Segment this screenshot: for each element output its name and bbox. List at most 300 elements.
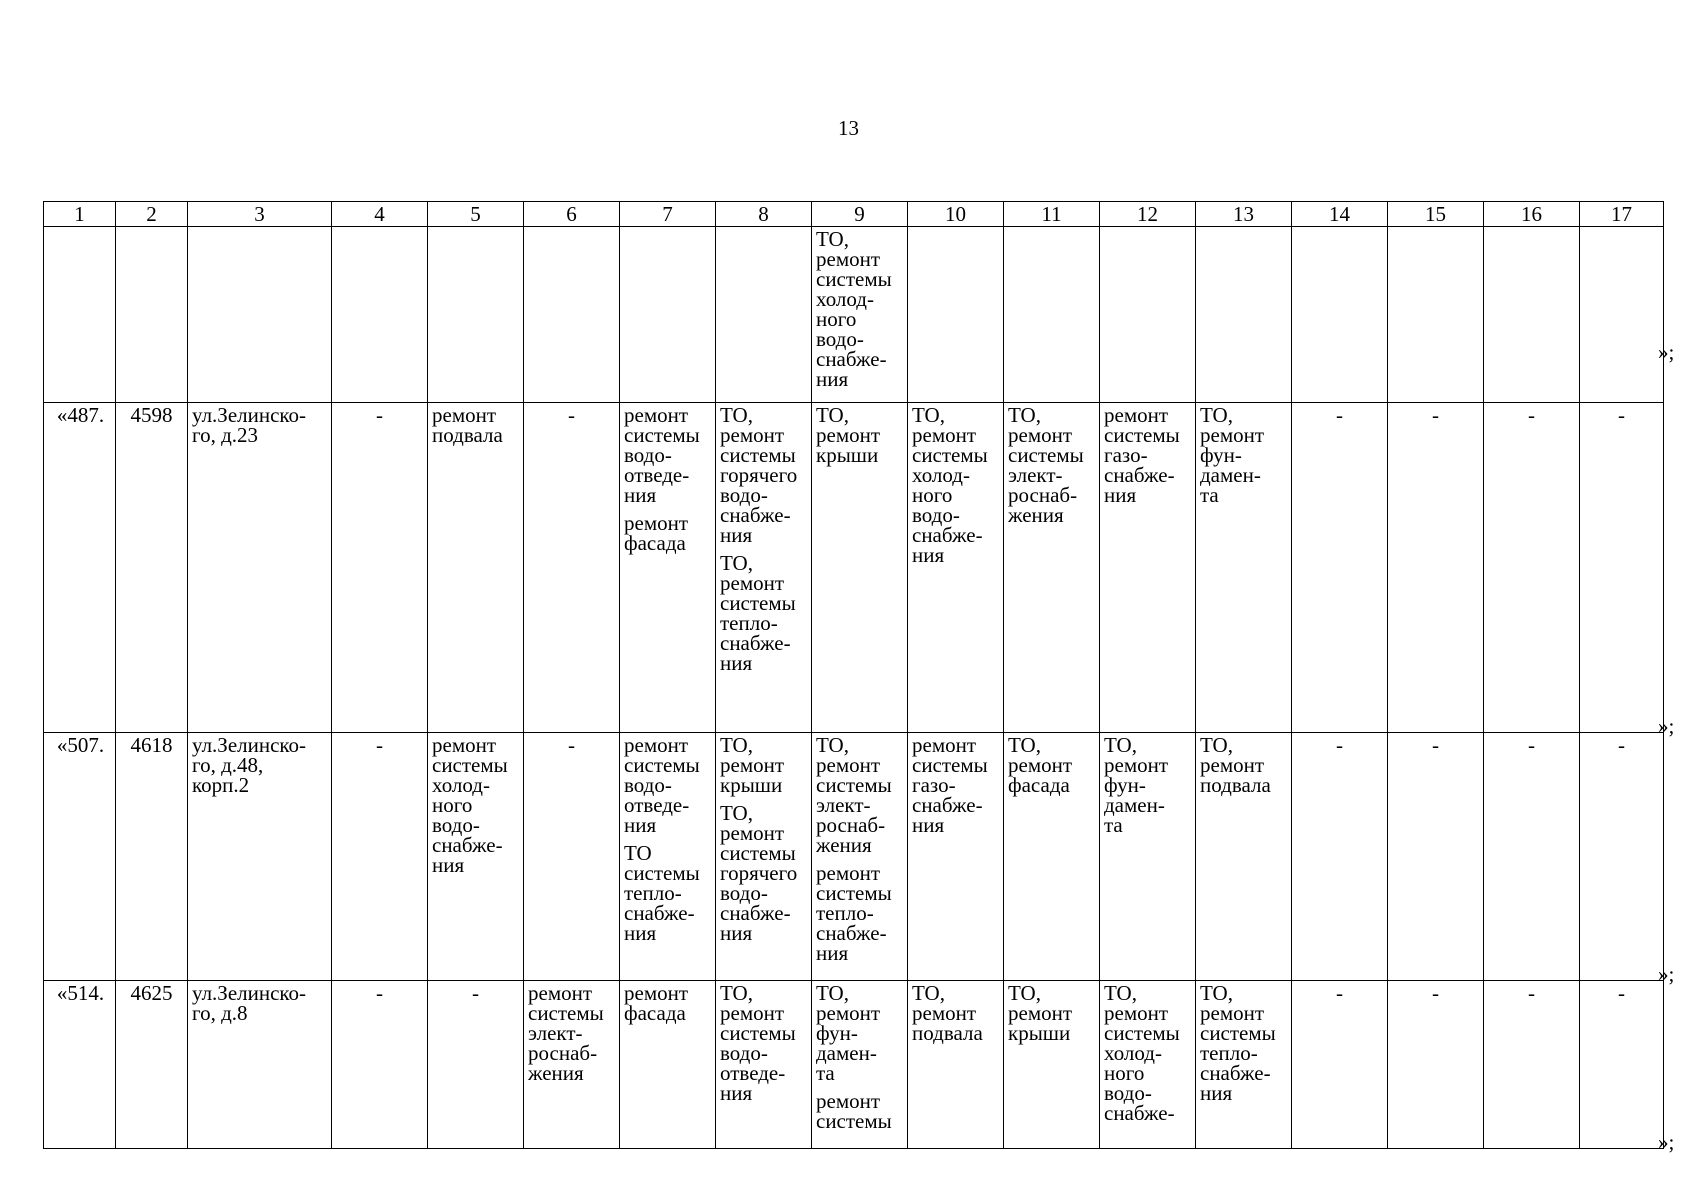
- cell-text: водо-: [816, 327, 864, 351]
- cell-text-block: [1104, 983, 1191, 1123]
- cell-text: -: [1618, 733, 1625, 757]
- cell-text: 4625: [130, 981, 173, 1005]
- table-cell: [1004, 227, 1100, 403]
- cell-text: элект-: [528, 1021, 583, 1045]
- cell-text: жения: [528, 1061, 584, 1085]
- table-cell: [1292, 227, 1388, 403]
- cell-text-block: [192, 983, 327, 1023]
- column-number: 5: [428, 202, 524, 227]
- table-cell: [716, 733, 812, 981]
- table-cell: [332, 981, 428, 1149]
- cell-text: ния: [720, 1081, 753, 1105]
- cell-text: -: [1432, 403, 1439, 427]
- cell-text: ТО,: [1104, 981, 1137, 1005]
- cell-text: ния: [720, 921, 753, 945]
- cell-text: горячего: [720, 861, 798, 885]
- cell-text: ТО,: [1008, 981, 1041, 1005]
- cell-text: ния: [912, 813, 945, 837]
- cell-text: ТО,: [1008, 403, 1041, 427]
- cell-text-block: [1488, 735, 1575, 755]
- cell-text: снабже-: [720, 503, 791, 527]
- cell-text: системы: [720, 443, 796, 467]
- cell-text: подвала: [432, 423, 503, 447]
- cell-text-block: [1104, 735, 1191, 835]
- table-cell: [1196, 981, 1292, 1149]
- cell-text: крыши: [1008, 1021, 1071, 1045]
- cell-text: водо-: [720, 483, 768, 507]
- table-cell: [1388, 227, 1484, 403]
- cell-text-block: [336, 983, 423, 1003]
- cell-text: -: [1618, 981, 1625, 1005]
- cell-text-block: [1488, 405, 1575, 425]
- cell-text: водо-: [624, 773, 672, 797]
- cell-text: дамен-: [816, 1041, 877, 1065]
- cell-text: тепло-: [816, 901, 874, 925]
- cell-text: системы: [720, 841, 796, 865]
- cell-text: -: [568, 733, 575, 757]
- table-cell: [44, 403, 116, 733]
- table-cell: [428, 733, 524, 981]
- cell-text: ремонт: [1104, 1001, 1169, 1025]
- cell-text-block: [1584, 735, 1659, 755]
- cell-text: жения: [816, 833, 872, 857]
- cell-text-block: [720, 983, 807, 1103]
- cell-text: фасада: [624, 1001, 686, 1025]
- column-number: 10: [908, 202, 1004, 227]
- cell-text: ремонт: [1008, 1001, 1073, 1025]
- table-cell: [908, 227, 1004, 403]
- table-cell: [524, 733, 620, 981]
- column-number: 7: [620, 202, 716, 227]
- cell-text: ремонт: [528, 981, 593, 1005]
- row-closing-quote: »;: [1658, 340, 1675, 364]
- cell-text: ного: [816, 307, 857, 331]
- cell-text: водо-: [720, 1041, 768, 1065]
- cell-text: роснаб-: [1008, 483, 1078, 507]
- cell-text: системы: [816, 1109, 892, 1133]
- table-row: [44, 733, 1664, 981]
- cell-text: ремонт: [816, 861, 881, 885]
- table-cell: [620, 227, 716, 403]
- table-cell: [620, 733, 716, 981]
- table-cell: [44, 733, 116, 981]
- cell-text: ТО,: [720, 551, 753, 575]
- cell-text: водо-: [624, 443, 672, 467]
- table-row: [44, 403, 1664, 733]
- cell-text: роснаб-: [528, 1041, 598, 1065]
- cell-text: ремонт: [624, 733, 689, 757]
- cell-text: ремонт: [816, 247, 881, 271]
- table-cell: [116, 733, 188, 981]
- cell-text: ного: [912, 483, 953, 507]
- table-cell: [1484, 981, 1580, 1149]
- cell-text: холод-: [912, 463, 970, 487]
- cell-text: ТО,: [720, 801, 753, 825]
- cell-text-block: [912, 405, 999, 565]
- cell-text: -: [1528, 403, 1535, 427]
- cell-text: ремонт: [816, 423, 881, 447]
- cell-text: системы: [1008, 443, 1084, 467]
- table-cell: [1196, 733, 1292, 981]
- cell-text: -: [1618, 403, 1625, 427]
- cell-text-block: [336, 735, 423, 755]
- cell-text: ния: [624, 921, 657, 945]
- cell-text: ремонт: [432, 403, 497, 427]
- cell-text: ремонт: [912, 423, 977, 447]
- table-row: [44, 227, 1664, 403]
- cell-text: -: [568, 403, 575, 427]
- cell-text-block: [912, 735, 999, 835]
- cell-text: фун-: [816, 1021, 858, 1045]
- table-cell: [812, 733, 908, 981]
- cell-text-block: [1296, 405, 1383, 425]
- table-cell: [116, 227, 188, 403]
- cell-text: -: [1432, 981, 1439, 1005]
- cell-text: системы: [1200, 1021, 1276, 1045]
- cell-text: холод-: [1104, 1041, 1162, 1065]
- cell-text: снабже-: [624, 901, 695, 925]
- cell-text: системы: [624, 753, 700, 777]
- cell-text: крыши: [816, 443, 879, 467]
- cell-text: ремонт: [1104, 403, 1169, 427]
- cell-text: ремонт: [912, 1001, 977, 1025]
- cell-text: 4598: [130, 403, 173, 427]
- cell-text: газо-: [1104, 443, 1148, 467]
- table-cell: [812, 227, 908, 403]
- table-cell: [332, 403, 428, 733]
- cell-text: снабже-: [720, 631, 791, 655]
- cell-text: ТО,: [1008, 733, 1041, 757]
- cell-text: ТО,: [720, 733, 753, 757]
- cell-text: отведе-: [624, 463, 690, 487]
- cell-text: холод-: [432, 773, 490, 797]
- table-cell: [1484, 227, 1580, 403]
- cell-text: ремонт: [1200, 1001, 1265, 1025]
- table-cell: [716, 981, 812, 1149]
- cell-text-block: [816, 405, 903, 465]
- cell-text-block: [624, 405, 711, 505]
- cell-text: ТО,: [816, 403, 849, 427]
- cell-text: ремонт: [720, 1001, 785, 1025]
- cell-text: ТО,: [912, 981, 945, 1005]
- cell-text: снабже-: [816, 347, 887, 371]
- table-cell: [188, 733, 332, 981]
- cell-text: отведе-: [720, 1061, 786, 1085]
- cell-text: системы: [816, 267, 892, 291]
- cell-text-block: [816, 983, 903, 1083]
- cell-text-block: [528, 735, 615, 755]
- table-cell: [812, 403, 908, 733]
- cell-text-block: [912, 983, 999, 1043]
- table-cell: [1484, 403, 1580, 733]
- work-schedule-table: [43, 201, 1664, 1149]
- table-cell: [1100, 227, 1196, 403]
- cell-text: снабже-: [816, 921, 887, 945]
- cell-text-block: [432, 735, 519, 875]
- cell-text-block: [120, 735, 183, 755]
- cell-text: ного: [1104, 1061, 1145, 1085]
- cell-text: ремонт: [720, 821, 785, 845]
- cell-text-block: [1584, 983, 1659, 1003]
- table-cell: [1580, 981, 1664, 1149]
- table-cell: [1580, 733, 1664, 981]
- column-number: 6: [524, 202, 620, 227]
- column-number: 14: [1292, 202, 1388, 227]
- cell-text-block: [120, 405, 183, 425]
- cell-text: фасада: [624, 531, 686, 555]
- cell-text: газо-: [912, 773, 956, 797]
- cell-text: системы: [1104, 1021, 1180, 1045]
- cell-text-block: [1296, 735, 1383, 755]
- cell-text: ния: [816, 941, 849, 965]
- cell-text: отведе-: [624, 793, 690, 817]
- column-number: 11: [1004, 202, 1100, 227]
- cell-text: системы: [432, 753, 508, 777]
- cell-text: снабже-: [912, 523, 983, 547]
- cell-text-block: [1008, 405, 1095, 525]
- cell-text: водо-: [912, 503, 960, 527]
- table-cell: [1100, 981, 1196, 1149]
- table-cell: [620, 981, 716, 1149]
- cell-text: тепло-: [624, 881, 682, 905]
- cell-text: ремонт: [624, 403, 689, 427]
- cell-text-block: [1008, 735, 1095, 795]
- table-cell: [908, 733, 1004, 981]
- cell-text: ния: [432, 853, 465, 877]
- table-cell: [44, 227, 116, 403]
- cell-text: -: [1336, 733, 1343, 757]
- table-cell: [1004, 733, 1100, 981]
- table-cell: [116, 981, 188, 1149]
- cell-text: ния: [624, 813, 657, 837]
- cell-text-block: [816, 1091, 903, 1131]
- table-cell: [332, 227, 428, 403]
- cell-text: ТО: [624, 841, 652, 865]
- column-number-row: [44, 202, 1664, 227]
- cell-text: ния: [1200, 1081, 1233, 1105]
- cell-text: жения: [1008, 503, 1064, 527]
- cell-text-block: [192, 405, 327, 445]
- cell-text: тепло-: [720, 611, 778, 635]
- cell-text: системы: [816, 773, 892, 797]
- cell-text-block: [1584, 405, 1659, 425]
- cell-text: ремонт: [1008, 753, 1073, 777]
- cell-text-block: [1200, 405, 1287, 505]
- cell-text-block: [1008, 983, 1095, 1043]
- cell-text-block: [624, 843, 711, 943]
- cell-text: корп.2: [192, 773, 250, 797]
- cell-text: системы: [624, 423, 700, 447]
- cell-text: ремонт: [624, 981, 689, 1005]
- cell-text: го, д.48,: [192, 753, 264, 777]
- table-cell: [1004, 403, 1100, 733]
- cell-text: дамен-: [1104, 793, 1165, 817]
- cell-text: крыши: [720, 773, 783, 797]
- cell-text: снабже-: [432, 833, 503, 857]
- cell-text: ния: [720, 651, 753, 675]
- cell-text: элект-: [1008, 463, 1063, 487]
- cell-text: системы: [912, 753, 988, 777]
- cell-text-block: [1392, 735, 1479, 755]
- cell-text-block: [720, 735, 807, 795]
- table-cell: [1196, 227, 1292, 403]
- cell-text: ремонт: [720, 423, 785, 447]
- cell-text: дамен-: [1200, 463, 1261, 487]
- cell-text-block: [624, 983, 711, 1023]
- cell-text: ремонт: [720, 753, 785, 777]
- cell-text-block: [1104, 405, 1191, 505]
- table-cell: [1004, 981, 1100, 1149]
- cell-text: ремонт: [1104, 753, 1169, 777]
- cell-text: ремонт: [1200, 753, 1265, 777]
- cell-text: подвала: [1200, 773, 1271, 797]
- table-cell: [1100, 403, 1196, 733]
- cell-text: фасада: [1008, 773, 1070, 797]
- cell-text: ремонт: [816, 1001, 881, 1025]
- cell-text: «487.: [56, 403, 105, 427]
- cell-text-block: [50, 983, 111, 1003]
- column-number: 8: [716, 202, 812, 227]
- cell-text: водо-: [432, 813, 480, 837]
- cell-text: -: [472, 981, 479, 1005]
- cell-text: системы: [720, 591, 796, 615]
- cell-text-block: [50, 405, 111, 425]
- table-cell: [524, 227, 620, 403]
- cell-text: го, д.8: [192, 1001, 248, 1025]
- column-number: 13: [1196, 202, 1292, 227]
- table-cell: [524, 981, 620, 1149]
- table-cell: [188, 227, 332, 403]
- cell-text: ТО,: [1200, 981, 1233, 1005]
- table-cell: [1292, 403, 1388, 733]
- cell-text: системы: [816, 881, 892, 905]
- cell-text: ремонт: [624, 511, 689, 535]
- cell-text: та: [816, 1061, 835, 1085]
- cell-text: ТО,: [1200, 733, 1233, 757]
- cell-text: -: [1336, 403, 1343, 427]
- cell-text: снабже-: [1104, 1101, 1175, 1125]
- table-cell: [812, 981, 908, 1149]
- cell-text: «514.: [56, 981, 105, 1005]
- table-cell: [1100, 733, 1196, 981]
- table-cell: [428, 227, 524, 403]
- cell-text-block: [120, 983, 183, 1003]
- cell-text: ремонт: [720, 571, 785, 595]
- page-number: 13: [838, 116, 859, 140]
- cell-text-block: [816, 735, 903, 855]
- cell-text: ния: [816, 367, 849, 391]
- cell-text: ул.Зелинско-: [192, 403, 307, 427]
- cell-text: -: [1336, 981, 1343, 1005]
- cell-text: ния: [624, 483, 657, 507]
- cell-text: ния: [912, 543, 945, 567]
- column-number: 15: [1388, 202, 1484, 227]
- cell-text: фун-: [1200, 443, 1242, 467]
- cell-text-block: [624, 735, 711, 835]
- table-cell: [428, 403, 524, 733]
- cell-text: водо-: [720, 881, 768, 905]
- cell-text: го, д.23: [192, 423, 259, 447]
- table-cell: [332, 733, 428, 981]
- cell-text-block: [1392, 983, 1479, 1003]
- cell-text-block: [432, 983, 519, 1003]
- table-cell: [1388, 403, 1484, 733]
- cell-text: тепло-: [1200, 1041, 1258, 1065]
- cell-text: -: [376, 733, 383, 757]
- table-cell: [908, 981, 1004, 1149]
- cell-text: ремонт: [816, 1089, 881, 1113]
- cell-text: холод-: [816, 287, 874, 311]
- cell-text: системы: [912, 443, 988, 467]
- table-cell: [44, 981, 116, 1149]
- cell-text-block: [720, 405, 807, 545]
- cell-text-block: [1200, 735, 1287, 795]
- cell-text: «507.: [56, 733, 105, 757]
- row-closing-quote: »;: [1658, 714, 1675, 738]
- table-cell: [908, 403, 1004, 733]
- row-closing-quote: »;: [1658, 962, 1675, 986]
- cell-text: снабже-: [912, 793, 983, 817]
- cell-text: ремонт: [912, 733, 977, 757]
- cell-text: ТО,: [720, 981, 753, 1005]
- cell-text: элект-: [816, 793, 871, 817]
- cell-text: ул.Зелинско-: [192, 733, 307, 757]
- cell-text: системы: [1104, 423, 1180, 447]
- column-number: 17: [1580, 202, 1664, 227]
- cell-text-block: [1200, 983, 1287, 1103]
- cell-text: роснаб-: [816, 813, 886, 837]
- table-cell: [1388, 733, 1484, 981]
- table-row: [44, 981, 1664, 1149]
- cell-text-block: [816, 863, 903, 963]
- table-cell: [116, 403, 188, 733]
- cell-text: ремонт: [816, 753, 881, 777]
- cell-text: снабже-: [1104, 463, 1175, 487]
- cell-text: ТО,: [912, 403, 945, 427]
- cell-text: подвала: [912, 1021, 983, 1045]
- cell-text-block: [624, 513, 711, 553]
- cell-text: ного: [432, 793, 473, 817]
- cell-text-block: [720, 553, 807, 673]
- table-cell: [716, 227, 812, 403]
- table-cell: [188, 403, 332, 733]
- table-cell: [188, 981, 332, 1149]
- cell-text-block: [432, 405, 519, 445]
- cell-text-block: [192, 735, 327, 795]
- cell-text: -: [376, 981, 383, 1005]
- column-number: 12: [1100, 202, 1196, 227]
- column-number: 16: [1484, 202, 1580, 227]
- column-number: 3: [188, 202, 332, 227]
- cell-text: ния: [1104, 483, 1137, 507]
- cell-text: ремонт: [432, 733, 497, 757]
- cell-text-block: [1488, 983, 1575, 1003]
- cell-text-block: [1392, 405, 1479, 425]
- cell-text: ремонт: [1200, 423, 1265, 447]
- column-number: 2: [116, 202, 188, 227]
- column-number: 9: [812, 202, 908, 227]
- table-cell: [1292, 981, 1388, 1149]
- cell-text: 4618: [130, 733, 173, 757]
- cell-text: та: [1104, 813, 1123, 837]
- table-cell: [1484, 733, 1580, 981]
- cell-text-block: [50, 735, 111, 755]
- cell-text: та: [1200, 483, 1219, 507]
- cell-text-block: [528, 983, 615, 1083]
- table-cell: [1580, 227, 1664, 403]
- table-cell: [428, 981, 524, 1149]
- cell-text: ТО,: [816, 981, 849, 1005]
